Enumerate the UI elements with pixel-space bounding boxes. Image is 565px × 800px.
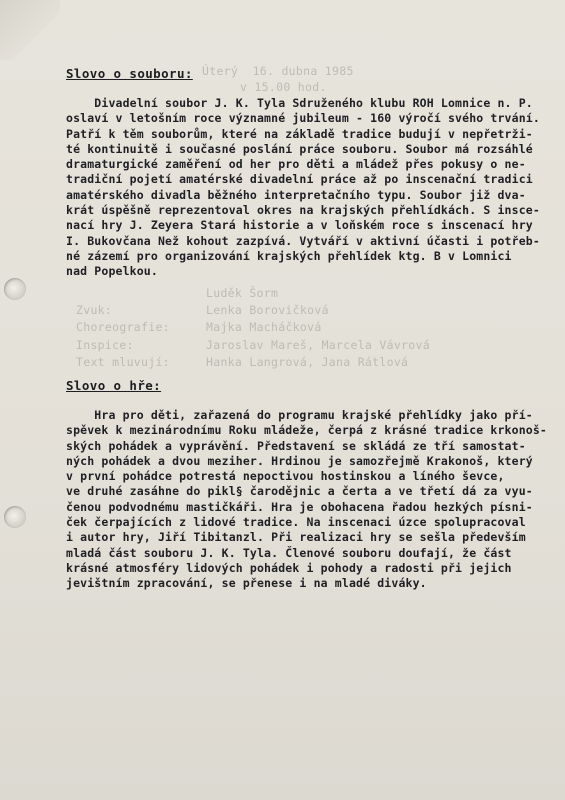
text-line: amatérského divadla běžného interpretačního typu. Soubor již dva- [66,187,526,202]
text-line: né zázemí pro organizování krajských přehlídek ktg. B v Lomnici [66,248,512,263]
ghost-credit-name: Lenka Borovičková [206,303,329,317]
text-line: Hra pro děti, zařazená do programu krajské přehlídky jako pří- [66,408,533,422]
ghost-credit-name: Jaroslav Mareš, Marcela Vávrová [206,338,430,352]
ghost-credit-name: Hanka Langrová, Jana Rátlová [206,355,409,369]
section-heading-soubor: Slovo o souboru: [66,66,193,81]
text-line: i autor hry, Jiří Tibitanzl. Při realizaci hry se sešla především [66,530,526,545]
ghost-credit-name: Luděk Šorm [206,286,279,300]
text-line: v první pohádce potrestá nepoctivou hostinskou a líného ševce, [66,469,505,484]
text-line: Patří k těm souborům, které na základě tradice budují v nepřetrži- [66,126,533,141]
paragraph-soubor [66,96,548,280]
text-line: tradiční pojetí amatérské divadelní práce až po inscenační tradici [66,172,533,187]
punch-hole-top [4,278,26,300]
text-line: ských pohádek a vyprávění. Představení se skládá ze tří samostat- [66,438,526,453]
ghost-date: Úterý 16. dubna 1985 [202,64,354,78]
section-heading-hra: Slovo o hře: [66,378,162,393]
text-line: oslaví v letošním roce významné jubileum - 160 výročí svého trvání. [66,111,540,126]
ghost-time: v 15.00 hod. [240,80,327,94]
text-line: čenou podvodnému mastičkáři. Hra je obohacena řadou hezkých písni- [66,499,533,514]
text-line: ček čerpajících z lidové tradice. Na inscenaci úzce spolupracoval [66,515,526,530]
text-line: mladá část souboru J. K. Tyla. Členové souboru doufají, že část [66,545,512,560]
ghost-credit-role: Zvuk: [76,303,113,317]
punch-hole-bottom [4,506,26,528]
text-line: Divadelní soubor J. K. Tyla Sdruženého klubu ROH Lomnice n. P. [66,96,533,110]
paragraph-hra [66,408,548,592]
text-line: nad Popelkou. [66,264,158,279]
text-line: krásné atmosféry lidových pohádek i pohody a radosti při jejich [66,560,512,575]
text-line: jevištním zpracování, se přenese i na mladé diváky. [66,576,427,591]
text-line: spěvek k mezinárodnímu Roku mládeže, čerpá z krásné tradice krkonoš- [66,423,548,438]
text-line: té kontinuitě i současné poslání práce souboru. Soubor má rozsáhlé [66,141,533,156]
ghost-credit-role: Inspice: [76,338,134,352]
text-line: ných pohádek a dvou meziher. Hrdinou je samozřejmě Krakonoš, který [66,453,533,468]
text-line: nací hry J. Zeyera Stará historie a v loňském roce s inscenací hry [66,218,533,233]
text-line: I. Bukovčana Než kohout zazpívá. Vytváří v aktivní účasti i potřeb- [66,233,540,248]
page-fold-corner [0,0,60,60]
text-line: krát úspěšně reprezentoval okres na krajských přehlídkách. S insce- [66,203,540,218]
text-line: ve druhé zasáhne do pikl§ čarodějnic a čerta a ve třetí dá za vyu- [66,484,533,499]
text-line: dramaturgické zaměření od her pro děti a mládež přes pokusy o ne- [66,157,526,172]
ghost-credit-role: Text mluvují: [76,355,170,369]
ghost-credit-role: Choreografie: [76,320,170,334]
ghost-credit-name: Majka Macháčková [206,320,322,334]
